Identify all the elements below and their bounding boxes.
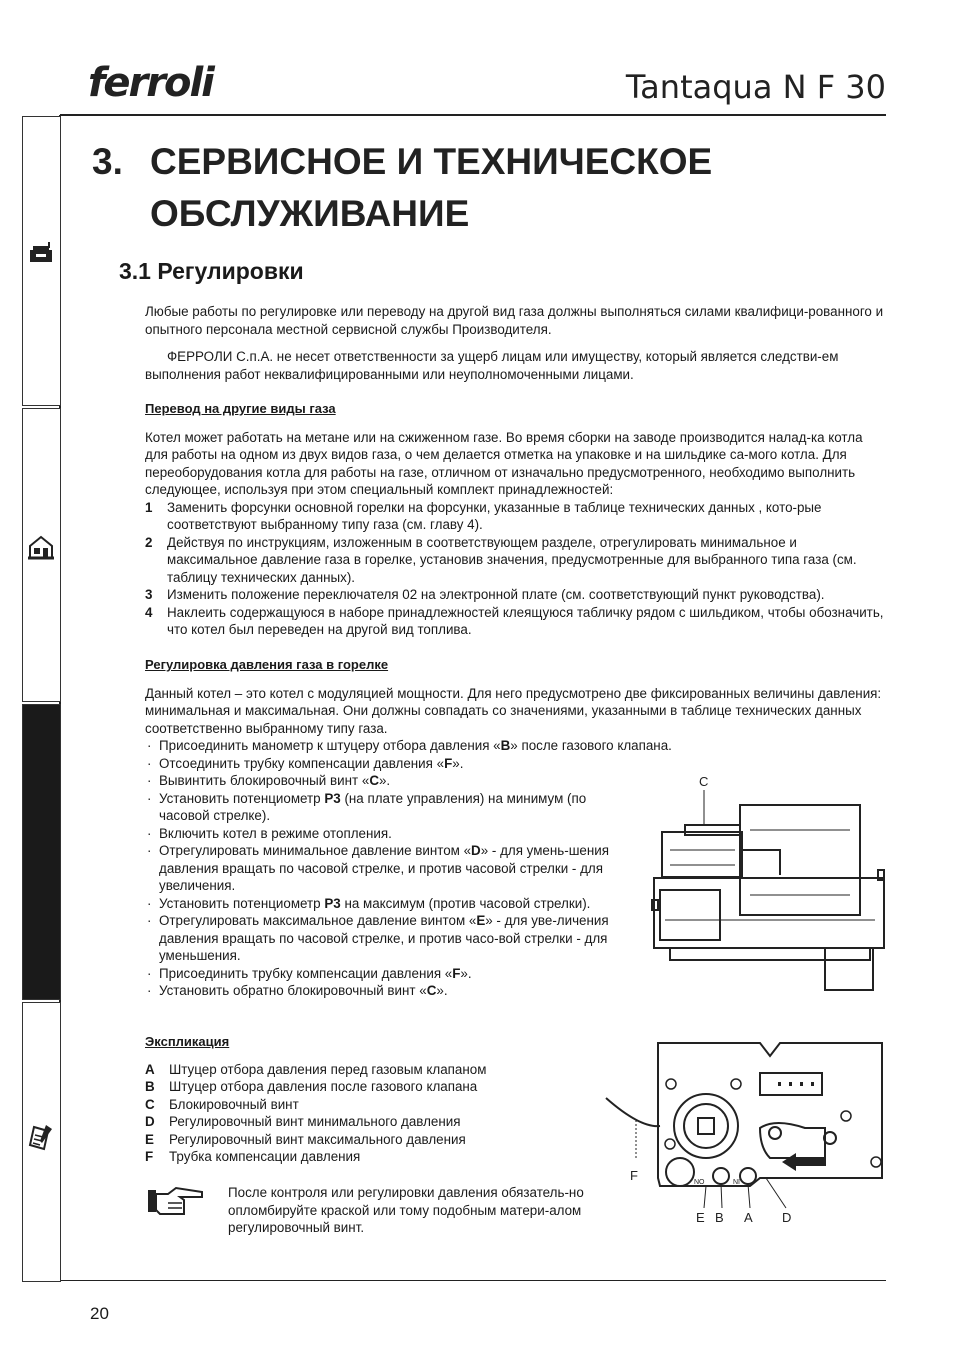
bullet-item: · Отсоединить трубку компенсации давления «F». xyxy=(147,755,464,771)
intro-paragraph: ФЕРРОЛИ С.п.А. не несет ответственности за ущерб лицам или имуществу, который является следстви-ем выполнения работ неквалифицированными или неуполномоченными лицами. xyxy=(145,349,839,382)
figure-label-no: NO xyxy=(694,1179,705,1186)
legend-item: E Регулировочный винт максимального давления xyxy=(145,1131,466,1147)
sidebar-tab-installer[interactable] xyxy=(22,408,61,702)
bullet-item: · Присоединить манометр к штуцеру отбора давления «B» после газового клапана. xyxy=(147,738,672,753)
legend-item: A Штуцер отбора давления перед газовым клапаном xyxy=(145,1061,487,1077)
figure-label-c: C xyxy=(699,774,709,789)
brand-logo: ferroli xyxy=(88,60,213,106)
legend-item: F Трубка компенсации давления xyxy=(145,1149,361,1164)
installer-icon xyxy=(28,534,54,560)
bullet-item: · Отрегулировать минимальное давление винтом «D» - для умень-шения давления вращать по часовой стрелке, и против часовой стрелки - для увеличения. xyxy=(147,843,610,893)
figure-label-ni: NI xyxy=(733,1179,740,1186)
gas-conversion-block xyxy=(145,400,887,639)
header-rule xyxy=(60,114,886,116)
section-title: 3.1 Регулировки xyxy=(119,258,304,284)
bullet-item: · Отрегулировать максимальное давление винтом «E» - для уве-личения давления вращать по часовой стрелке, и против часо-вой стрелки - для уменьшения. xyxy=(147,913,609,963)
list-item: 2 Действуя по инструкциям, изложенным в соответствующем разделе, отрегулировать минимальное и максимальное давление газа в горелке, установив значения, предусмотренные для выбранного типа газа (см. таблицу технических данных). xyxy=(145,534,857,585)
legend-item: B Штуцер отбора давления после газового клапана xyxy=(145,1079,478,1094)
sidebar-tab-user[interactable] xyxy=(22,116,61,406)
arrow-icon xyxy=(782,1153,826,1171)
chapter-number: 3. xyxy=(92,141,123,182)
pointing-hand-icon xyxy=(146,1184,206,1220)
pressure-text: Данный котел – это котел с модуляцией мощности. Для него предусмотрено две фиксированных величины давления: минимальная и максимальная. Они должны совпадать со значениями, указанными в таблице технических данных соответственно выбранному типу газа. xyxy=(145,685,882,736)
sidebar-tab-technical-data[interactable] xyxy=(22,1002,61,1282)
sidebar-tab-service[interactable] xyxy=(22,704,61,1000)
gas-valve-side-figure xyxy=(640,770,890,1010)
note-text: После контроля или регулировки давления обязатель-но опломбируйте краской или тому подобным матери-алом регулировочный винт. xyxy=(228,1185,584,1235)
intro-paragraph: Любые работы по регулировке или переводу на другой вид газа должны выполняться силами квалифици-рованного и опытного персонала местной сервисной службы Производителя. xyxy=(145,304,884,337)
chapter-title-line2: ОБСЛУЖИВАНИЕ xyxy=(150,193,470,234)
footer-rule xyxy=(60,1280,886,1281)
figure-label-a: A xyxy=(744,1210,753,1225)
figure-label-f: F xyxy=(630,1168,638,1183)
user-icon xyxy=(28,242,54,266)
figure-label-d: D xyxy=(782,1210,792,1225)
figure-label-e: E xyxy=(696,1210,705,1225)
gas-valve-front-figure xyxy=(600,1038,890,1228)
bullet-item: · Установить потенциометр P3 (на плате управления) на минимум (по часовой стрелке). xyxy=(147,790,587,823)
figure-label-b: B xyxy=(715,1210,724,1225)
bullet-item: · Вывинтить блокировочный винт «C». xyxy=(147,773,391,788)
list-item: 1 Заменить форсунки основной горелки на форсунки, указанные в таблице технических данных , кото-рые соответствуют выбранному типу газа (см. главу 4). xyxy=(145,499,822,532)
gas-conversion-title: Перевод на другие виды газа xyxy=(145,401,336,416)
legend-item: D Регулировочный винт минимального давления xyxy=(145,1114,461,1129)
legend-item: C Блокировочный винт xyxy=(145,1096,299,1112)
model-title: Tantaqua N F 30 xyxy=(625,68,886,106)
pressure-title: Регулировка давления газа в горелке xyxy=(145,657,389,672)
chapter-title-line1: СЕРВИСНОЕ И ТЕХНИЧЕСКОЕ xyxy=(150,141,713,182)
narrow-bullets xyxy=(145,790,609,1000)
bullet-item: · Включить котел в режиме отопления. xyxy=(147,825,392,841)
bullet-item: · Установить потенциометр P3 на максимум (против часовой стрелки). xyxy=(147,895,591,911)
bullet-item: · Присоединить трубку компенсации давления «F». xyxy=(147,965,472,981)
legend-title: Экспликация xyxy=(145,1034,230,1049)
list-item: 3 Изменить положение переключателя 02 на электронной плате (см. соответствующий пункт руководства). xyxy=(145,587,825,602)
page-number: 20 xyxy=(90,1304,109,1323)
legend-block xyxy=(145,1033,565,1166)
intro-block xyxy=(145,303,887,383)
bullet-item: · Установить обратно блокировочный винт «C». xyxy=(147,983,448,998)
list-item: 4 Наклеить содержащуюся в наборе принадлежностей клеящуюся табличку рядом с шильдиком, чтобы обозначить, что котел был переведен на другой вид топлива. xyxy=(145,604,884,637)
gas-conversion-text: Котел может работать на метане или на сжиженном газе. Во время сборки на заводе производится налад-ка котла для работы на одном из двух видов газа, о чем делается отметка на упаковке и на шильдике са-мого котла. Для переоборудования котла для работы на газе, отличном от изначально предусмотренного, необходимо выполнить следующее, используя при этом специальный комплект принадлежностей: xyxy=(145,429,863,497)
technical-data-icon xyxy=(28,1123,54,1151)
